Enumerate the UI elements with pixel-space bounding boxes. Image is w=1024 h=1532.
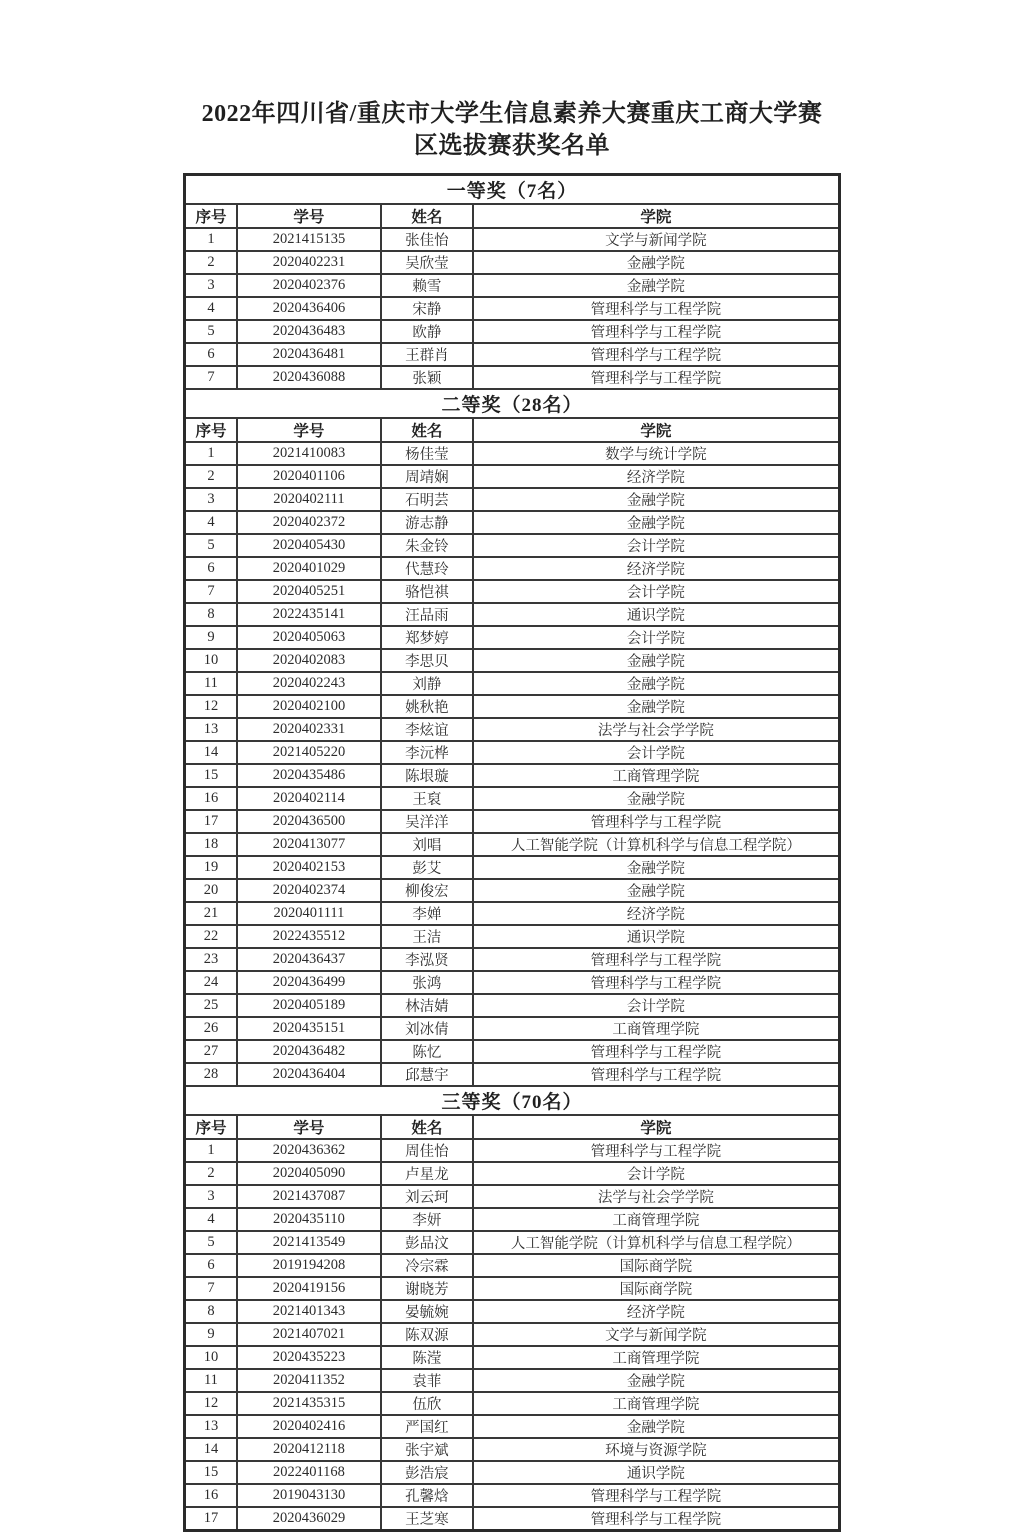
student-id: 2021435315 <box>237 1392 381 1415</box>
college-name: 管理科学与工程学院 <box>473 366 840 389</box>
table-row <box>185 297 840 320</box>
row-index: 14 <box>185 741 237 764</box>
column-header: 学号 <box>237 1115 381 1139</box>
student-id: 2020402416 <box>237 1415 381 1438</box>
table-row <box>185 343 840 366</box>
row-index: 23 <box>185 948 237 971</box>
student-id: 2020401111 <box>237 902 381 925</box>
college-name: 经济学院 <box>473 557 840 580</box>
table-row <box>185 787 840 810</box>
table-row <box>185 1484 840 1507</box>
table-row <box>185 1461 840 1484</box>
college-name: 管理科学与工程学院 <box>473 1507 840 1531</box>
college-name: 管理科学与工程学院 <box>473 971 840 994</box>
table-row <box>185 879 840 902</box>
student-name: 汪品雨 <box>381 603 473 626</box>
column-header: 姓名 <box>381 418 473 442</box>
row-index: 6 <box>185 1254 237 1277</box>
student-name: 刘冰倩 <box>381 1017 473 1040</box>
row-index: 8 <box>185 603 237 626</box>
student-id: 2020436499 <box>237 971 381 994</box>
table-row <box>185 672 840 695</box>
row-index: 9 <box>185 1323 237 1346</box>
column-header: 学院 <box>473 1115 840 1139</box>
row-index: 1 <box>185 1139 237 1162</box>
college-name: 数学与统计学院 <box>473 442 840 465</box>
row-index: 9 <box>185 626 237 649</box>
student-id: 2020436362 <box>237 1139 381 1162</box>
student-name: 骆恺祺 <box>381 580 473 603</box>
student-id: 2020436406 <box>237 297 381 320</box>
college-name: 人工智能学院（计算机科学与信息工程学院） <box>473 833 840 856</box>
column-header: 姓名 <box>381 204 473 228</box>
table-row <box>185 1040 840 1063</box>
student-name: 周靖娴 <box>381 465 473 488</box>
student-id: 2020405063 <box>237 626 381 649</box>
section-title-row <box>185 175 840 205</box>
section-title-row <box>185 389 840 418</box>
student-name: 代慧玲 <box>381 557 473 580</box>
student-id: 2020435486 <box>237 764 381 787</box>
table-row <box>185 603 840 626</box>
row-index: 11 <box>185 672 237 695</box>
student-id: 2020413077 <box>237 833 381 856</box>
college-name: 法学与社会学学院 <box>473 718 840 741</box>
student-name: 陈垠璇 <box>381 764 473 787</box>
student-id: 2020405251 <box>237 580 381 603</box>
column-header: 序号 <box>185 1115 237 1139</box>
college-name: 工商管理学院 <box>473 1017 840 1040</box>
student-id: 2020436404 <box>237 1063 381 1086</box>
student-name: 刘唱 <box>381 833 473 856</box>
row-index: 16 <box>185 1484 237 1507</box>
student-name: 林洁婧 <box>381 994 473 1017</box>
section-title: 二等奖（28名） <box>185 389 840 418</box>
student-name: 晏毓婉 <box>381 1300 473 1323</box>
table-row <box>185 1185 840 1208</box>
row-index: 24 <box>185 971 237 994</box>
college-name: 管理科学与工程学院 <box>473 343 840 366</box>
column-header-row <box>185 1115 840 1139</box>
college-name: 金融学院 <box>473 856 840 879</box>
table-row <box>185 1369 840 1392</box>
student-id: 2020402153 <box>237 856 381 879</box>
row-index: 1 <box>185 228 237 251</box>
student-name: 张鸿 <box>381 971 473 994</box>
table-row <box>185 442 840 465</box>
student-name: 彭浩宸 <box>381 1461 473 1484</box>
row-index: 4 <box>185 1208 237 1231</box>
table-row <box>185 1254 840 1277</box>
student-name: 陈双源 <box>381 1323 473 1346</box>
college-name: 会计学院 <box>473 1162 840 1185</box>
row-index: 20 <box>185 879 237 902</box>
row-index: 8 <box>185 1300 237 1323</box>
student-id: 2021405220 <box>237 741 381 764</box>
college-name: 金融学院 <box>473 274 840 297</box>
row-index: 2 <box>185 465 237 488</box>
student-id: 2021410083 <box>237 442 381 465</box>
row-index: 1 <box>185 442 237 465</box>
student-id: 2020435151 <box>237 1017 381 1040</box>
row-index: 2 <box>185 1162 237 1185</box>
college-name: 经济学院 <box>473 902 840 925</box>
column-header: 学号 <box>237 204 381 228</box>
college-name: 管理科学与工程学院 <box>473 1139 840 1162</box>
table-row <box>185 1139 840 1162</box>
row-index: 15 <box>185 764 237 787</box>
section-title-row <box>185 1086 840 1115</box>
student-name: 严国红 <box>381 1415 473 1438</box>
student-id: 2020436481 <box>237 343 381 366</box>
student-id: 2020436088 <box>237 366 381 389</box>
student-name: 周佳怡 <box>381 1139 473 1162</box>
student-name: 张佳怡 <box>381 228 473 251</box>
row-index: 21 <box>185 902 237 925</box>
student-id: 2020436483 <box>237 320 381 343</box>
table-row <box>185 274 840 297</box>
student-name: 李泓贤 <box>381 948 473 971</box>
table-row <box>185 649 840 672</box>
table-row <box>185 1063 840 1086</box>
page-title-line2: 区选拔赛获奖名单 <box>414 133 610 159</box>
row-index: 6 <box>185 343 237 366</box>
table-row <box>185 948 840 971</box>
student-name: 王群肖 <box>381 343 473 366</box>
college-name: 金融学院 <box>473 672 840 695</box>
college-name: 法学与社会学学院 <box>473 1185 840 1208</box>
column-header: 学院 <box>473 418 840 442</box>
table-row <box>185 856 840 879</box>
student-name: 陈滢 <box>381 1346 473 1369</box>
table-row <box>185 718 840 741</box>
table-row <box>185 971 840 994</box>
student-name: 郑梦婷 <box>381 626 473 649</box>
student-name: 邱慧宇 <box>381 1063 473 1086</box>
college-name: 管理科学与工程学院 <box>473 1040 840 1063</box>
student-name: 李沅桦 <box>381 741 473 764</box>
row-index: 2 <box>185 251 237 274</box>
table-row <box>185 1346 840 1369</box>
student-id: 2020402374 <box>237 879 381 902</box>
college-name: 国际商学院 <box>473 1277 840 1300</box>
student-id: 2020405430 <box>237 534 381 557</box>
college-name: 工商管理学院 <box>473 1346 840 1369</box>
table-row <box>185 1277 840 1300</box>
row-index: 19 <box>185 856 237 879</box>
table-row <box>185 1392 840 1415</box>
student-name: 李婵 <box>381 902 473 925</box>
student-name: 吴欣莹 <box>381 251 473 274</box>
college-name: 管理科学与工程学院 <box>473 810 840 833</box>
column-header: 学院 <box>473 204 840 228</box>
college-name: 工商管理学院 <box>473 1208 840 1231</box>
table-row <box>185 580 840 603</box>
college-name: 金融学院 <box>473 488 840 511</box>
row-index: 17 <box>185 1507 237 1531</box>
college-name: 金融学院 <box>473 251 840 274</box>
student-name: 李炫谊 <box>381 718 473 741</box>
row-index: 7 <box>185 1277 237 1300</box>
table-row <box>185 764 840 787</box>
student-id: 2020436437 <box>237 948 381 971</box>
column-header: 学号 <box>237 418 381 442</box>
college-name: 管理科学与工程学院 <box>473 320 840 343</box>
row-index: 7 <box>185 580 237 603</box>
table-row <box>185 1438 840 1461</box>
row-index: 5 <box>185 320 237 343</box>
section-title: 三等奖（70名） <box>185 1086 840 1115</box>
row-index: 18 <box>185 833 237 856</box>
student-id: 2020436029 <box>237 1507 381 1531</box>
student-name: 朱金铃 <box>381 534 473 557</box>
student-id: 2020435223 <box>237 1346 381 1369</box>
row-index: 4 <box>185 511 237 534</box>
student-id: 2021437087 <box>237 1185 381 1208</box>
column-header-row <box>185 204 840 228</box>
table-row <box>185 626 840 649</box>
student-id: 2020405090 <box>237 1162 381 1185</box>
row-index: 3 <box>185 274 237 297</box>
student-name: 李妍 <box>381 1208 473 1231</box>
table-row <box>185 1323 840 1346</box>
student-name: 孔馨焓 <box>381 1484 473 1507</box>
student-id: 2020402243 <box>237 672 381 695</box>
page-title <box>0 0 1024 162</box>
student-id: 2020402372 <box>237 511 381 534</box>
college-name: 金融学院 <box>473 879 840 902</box>
table-row <box>185 1017 840 1040</box>
row-index: 12 <box>185 695 237 718</box>
row-index: 17 <box>185 810 237 833</box>
college-name: 管理科学与工程学院 <box>473 297 840 320</box>
student-name: 张宇斌 <box>381 1438 473 1461</box>
student-name: 王裒 <box>381 787 473 810</box>
college-name: 金融学院 <box>473 1415 840 1438</box>
row-index: 3 <box>185 1185 237 1208</box>
student-id: 2021407021 <box>237 1323 381 1346</box>
student-id: 2020436500 <box>237 810 381 833</box>
row-index: 13 <box>185 1415 237 1438</box>
student-id: 2021401343 <box>237 1300 381 1323</box>
table-row <box>185 1162 840 1185</box>
college-name: 金融学院 <box>473 511 840 534</box>
table-row <box>185 1300 840 1323</box>
student-id: 2020435110 <box>237 1208 381 1231</box>
section-title: 一等奖（7名） <box>185 175 840 205</box>
row-index: 4 <box>185 297 237 320</box>
student-name: 宋静 <box>381 297 473 320</box>
student-name: 伍欣 <box>381 1392 473 1415</box>
college-name: 工商管理学院 <box>473 764 840 787</box>
college-name: 通识学院 <box>473 925 840 948</box>
student-id: 2020401106 <box>237 465 381 488</box>
table-row <box>185 557 840 580</box>
college-name: 管理科学与工程学院 <box>473 1484 840 1507</box>
student-name: 欧静 <box>381 320 473 343</box>
college-name: 文学与新闻学院 <box>473 1323 840 1346</box>
row-index: 14 <box>185 1438 237 1461</box>
college-name: 国际商学院 <box>473 1254 840 1277</box>
row-index: 28 <box>185 1063 237 1086</box>
student-name: 陈忆 <box>381 1040 473 1063</box>
college-name: 通识学院 <box>473 1461 840 1484</box>
row-index: 15 <box>185 1461 237 1484</box>
college-name: 会计学院 <box>473 741 840 764</box>
student-name: 王洁 <box>381 925 473 948</box>
row-index: 25 <box>185 994 237 1017</box>
student-name: 张颖 <box>381 366 473 389</box>
table-row <box>185 1208 840 1231</box>
row-index: 5 <box>185 534 237 557</box>
table-row <box>185 251 840 274</box>
student-id: 2020411352 <box>237 1369 381 1392</box>
table-row <box>185 228 840 251</box>
row-index: 27 <box>185 1040 237 1063</box>
college-name: 环境与资源学院 <box>473 1438 840 1461</box>
column-header: 姓名 <box>381 1115 473 1139</box>
table-row <box>185 833 840 856</box>
student-name: 冷宗霖 <box>381 1254 473 1277</box>
college-name: 会计学院 <box>473 580 840 603</box>
student-id: 2022435512 <box>237 925 381 948</box>
table-row <box>185 1415 840 1438</box>
student-id: 2020402331 <box>237 718 381 741</box>
student-id: 2020436482 <box>237 1040 381 1063</box>
table-row <box>185 320 840 343</box>
student-name: 姚秋艳 <box>381 695 473 718</box>
college-name: 会计学院 <box>473 534 840 557</box>
student-name: 袁菲 <box>381 1369 473 1392</box>
student-name: 游志静 <box>381 511 473 534</box>
student-id: 2022401168 <box>237 1461 381 1484</box>
table-row <box>185 925 840 948</box>
college-name: 经济学院 <box>473 1300 840 1323</box>
student-name: 李思贝 <box>381 649 473 672</box>
student-name: 石明芸 <box>381 488 473 511</box>
student-id: 2020402376 <box>237 274 381 297</box>
college-name: 金融学院 <box>473 787 840 810</box>
student-id: 2021415135 <box>237 228 381 251</box>
student-name: 赖雪 <box>381 274 473 297</box>
student-name: 彭艾 <box>381 856 473 879</box>
table-row <box>185 534 840 557</box>
college-name: 工商管理学院 <box>473 1392 840 1415</box>
student-id: 2020402100 <box>237 695 381 718</box>
row-index: 26 <box>185 1017 237 1040</box>
row-index: 12 <box>185 1392 237 1415</box>
student-id: 2020401029 <box>237 557 381 580</box>
table-row <box>185 1231 840 1254</box>
student-name: 刘云珂 <box>381 1185 473 1208</box>
column-header: 序号 <box>185 204 237 228</box>
college-name: 金融学院 <box>473 1369 840 1392</box>
row-index: 16 <box>185 787 237 810</box>
table-row <box>185 994 840 1017</box>
college-name: 会计学院 <box>473 626 840 649</box>
table-row <box>185 488 840 511</box>
student-id: 2020405189 <box>237 994 381 1017</box>
row-index: 5 <box>185 1231 237 1254</box>
row-index: 11 <box>185 1369 237 1392</box>
student-id: 2019194208 <box>237 1254 381 1277</box>
student-name: 谢晓芳 <box>381 1277 473 1300</box>
table-row <box>185 1507 840 1531</box>
student-name: 吴洋洋 <box>381 810 473 833</box>
table-row <box>185 741 840 764</box>
college-name: 金融学院 <box>473 695 840 718</box>
student-name: 彭品汶 <box>381 1231 473 1254</box>
student-id: 2020402231 <box>237 251 381 274</box>
student-name: 柳俊宏 <box>381 879 473 902</box>
row-index: 10 <box>185 1346 237 1369</box>
student-id: 2021413549 <box>237 1231 381 1254</box>
student-name: 王芝寒 <box>381 1507 473 1531</box>
college-name: 经济学院 <box>473 465 840 488</box>
college-name: 文学与新闻学院 <box>473 228 840 251</box>
college-name: 金融学院 <box>473 649 840 672</box>
student-id: 2020419156 <box>237 1277 381 1300</box>
college-name: 人工智能学院（计算机科学与信息工程学院） <box>473 1231 840 1254</box>
row-index: 10 <box>185 649 237 672</box>
column-header-row <box>185 418 840 442</box>
awards-table <box>183 173 841 1532</box>
table-row <box>185 465 840 488</box>
row-index: 13 <box>185 718 237 741</box>
page-title-line1: 2022年四川省/重庆市大学生信息素养大赛重庆工商大学赛 <box>201 101 823 127</box>
student-id: 2019043130 <box>237 1484 381 1507</box>
student-id: 2020402083 <box>237 649 381 672</box>
student-id: 2022435141 <box>237 603 381 626</box>
college-name: 管理科学与工程学院 <box>473 1063 840 1086</box>
table-row <box>185 511 840 534</box>
row-index: 6 <box>185 557 237 580</box>
row-index: 3 <box>185 488 237 511</box>
college-name: 通识学院 <box>473 603 840 626</box>
table-row <box>185 695 840 718</box>
student-name: 卢星龙 <box>381 1162 473 1185</box>
student-name: 杨佳莹 <box>381 442 473 465</box>
table-row <box>185 902 840 925</box>
row-index: 22 <box>185 925 237 948</box>
college-name: 会计学院 <box>473 994 840 1017</box>
table-row <box>185 810 840 833</box>
table-row <box>185 366 840 389</box>
student-name: 刘静 <box>381 672 473 695</box>
column-header: 序号 <box>185 418 237 442</box>
student-id: 2020412118 <box>237 1438 381 1461</box>
row-index: 7 <box>185 366 237 389</box>
student-id: 2020402111 <box>237 488 381 511</box>
college-name: 管理科学与工程学院 <box>473 948 840 971</box>
student-id: 2020402114 <box>237 787 381 810</box>
